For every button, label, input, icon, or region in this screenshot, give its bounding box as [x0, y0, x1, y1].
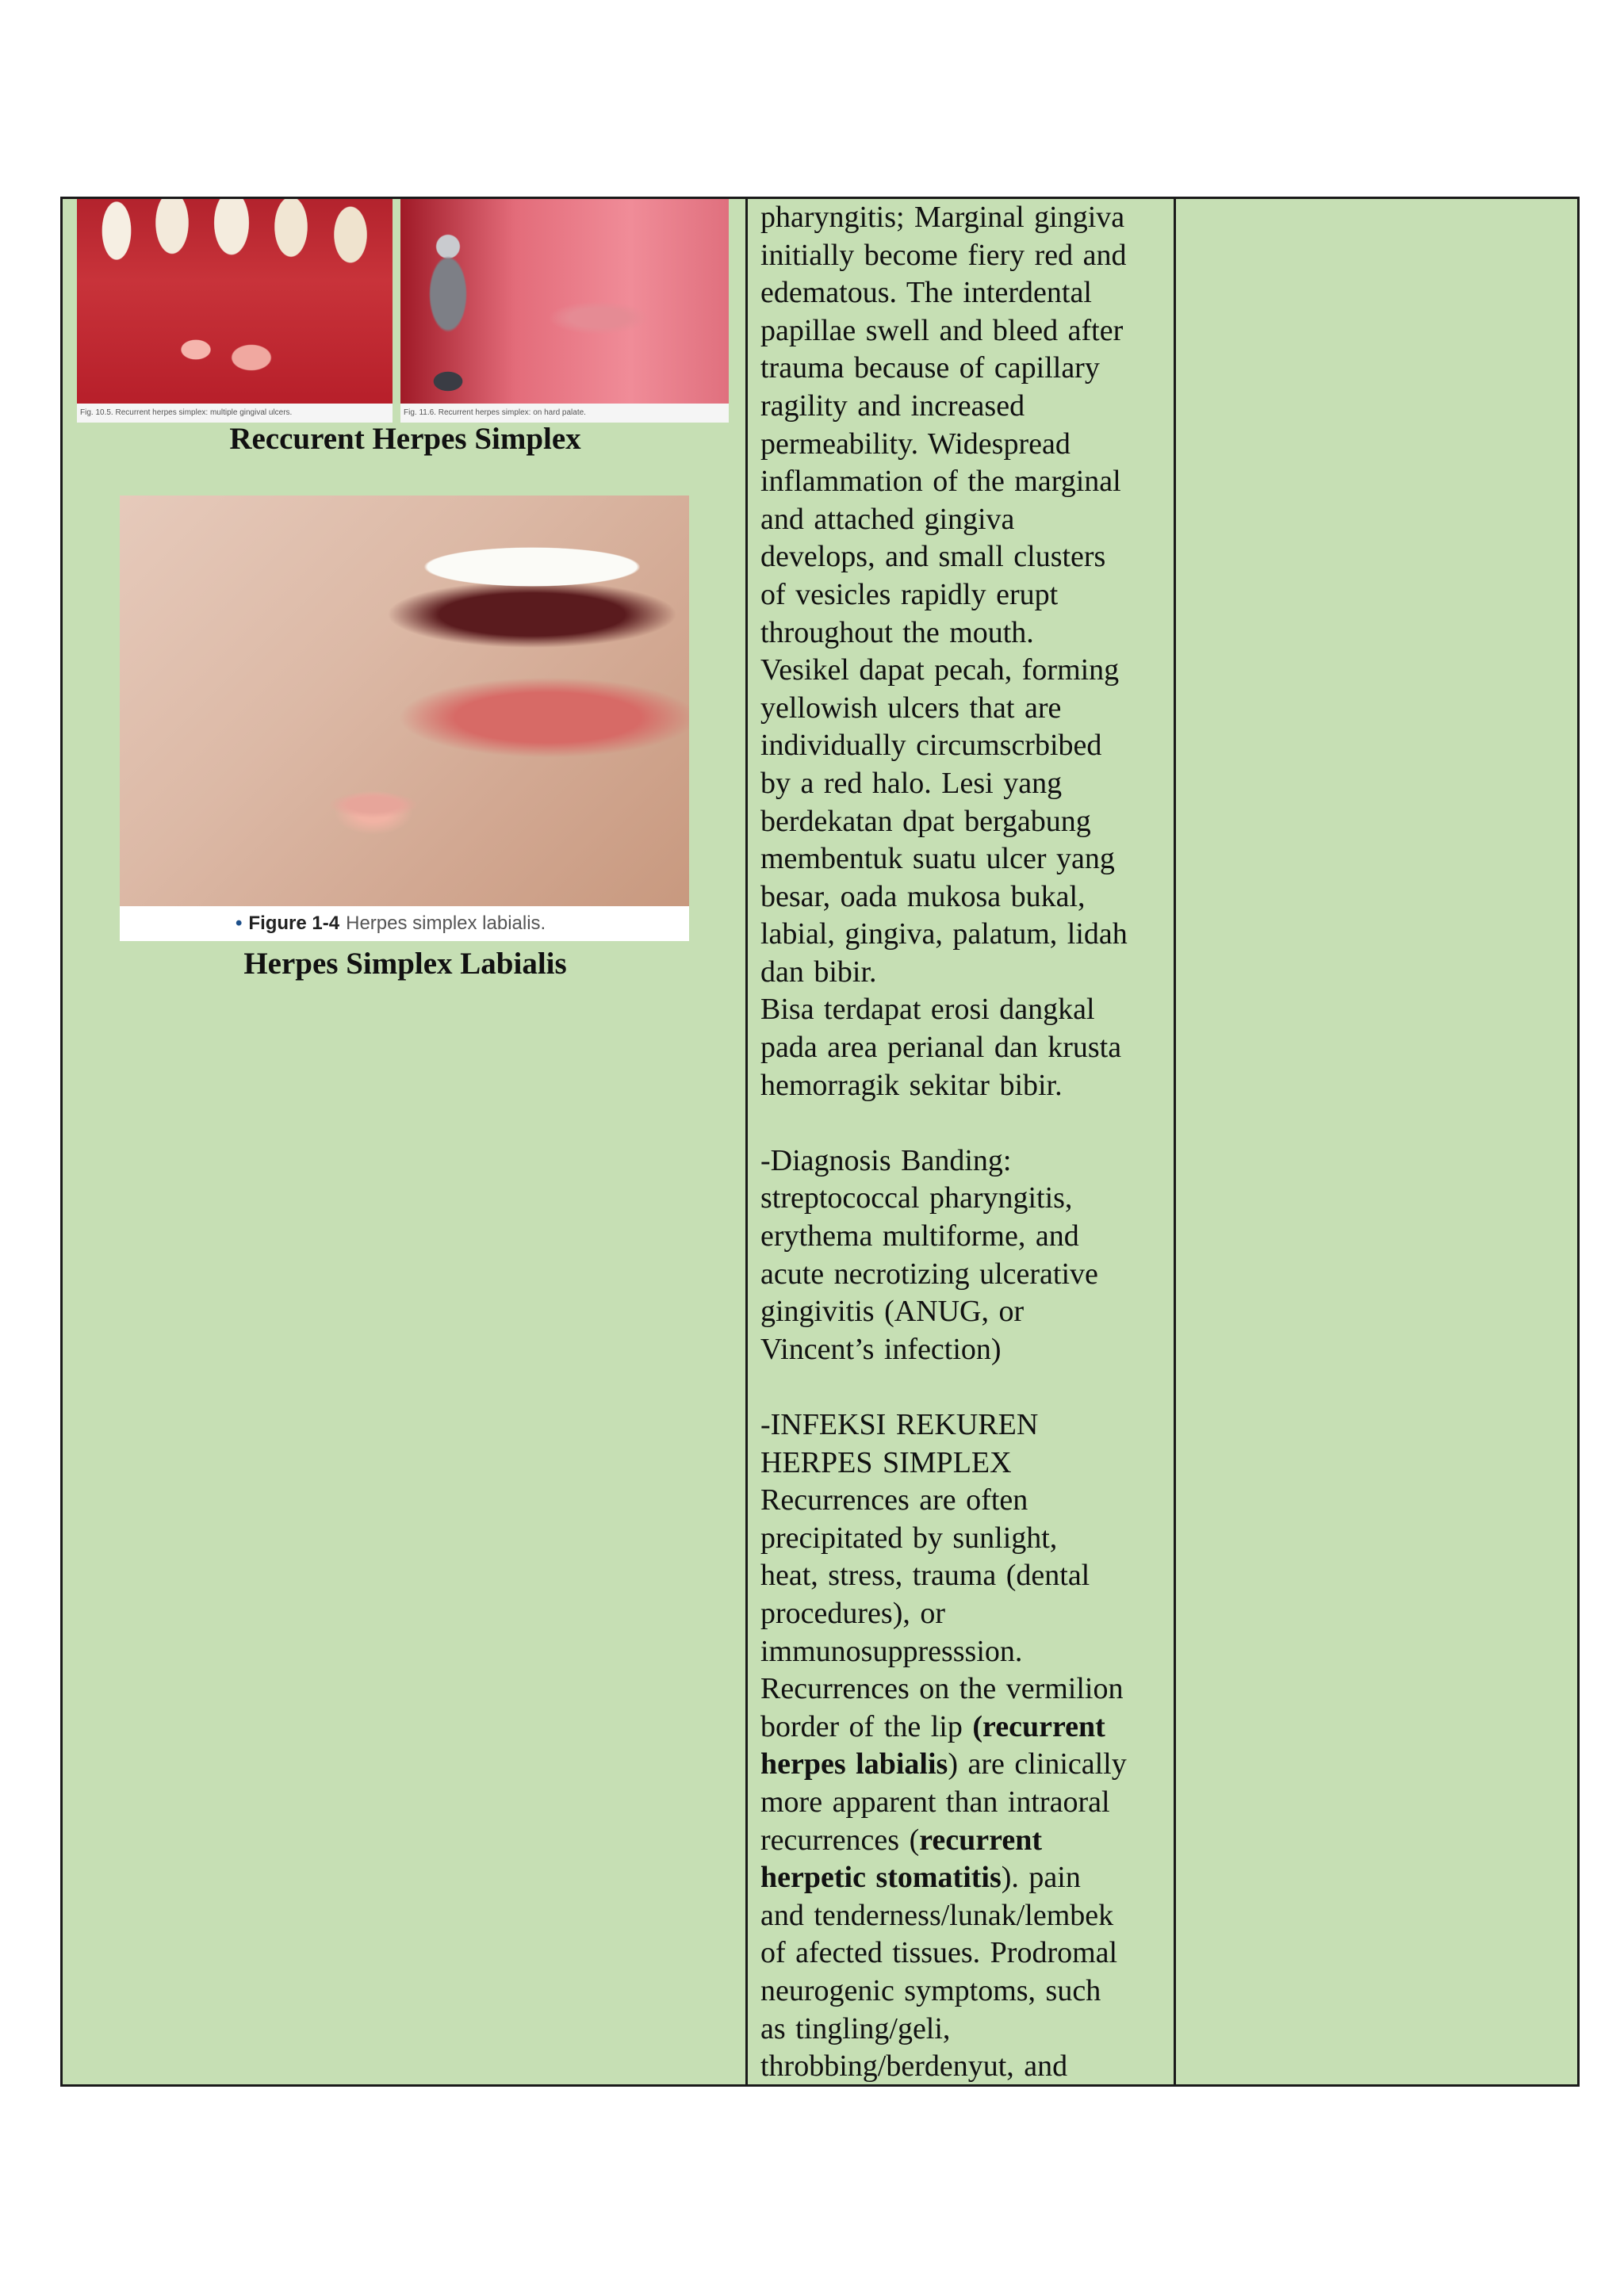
text-line: Recurrences on the vermilion [760, 1672, 1124, 1706]
gingival-ulcers-photo [77, 199, 393, 423]
text-line: neurogenic symptoms, such [760, 1973, 1101, 2007]
text-line: besar, oada mukosa bukal, [760, 879, 1086, 913]
text-line: pada area perianal dan krusta [760, 1031, 1122, 1065]
text-line: develops, and small clusters [760, 540, 1106, 574]
bold-term: recurrent [919, 1823, 1042, 1857]
text-line: permeability. Widespread [760, 427, 1071, 461]
body-text [760, 199, 1174, 2084]
image-column [63, 199, 748, 2084]
paragraph-gap [760, 1104, 1174, 1142]
text-line [760, 1822, 1174, 1860]
text-line: erythema multiforme, and [760, 1219, 1079, 1253]
text-line: Vincent’s infection) [760, 1332, 1002, 1366]
bold-term: herpetic stomatitis [760, 1861, 1002, 1895]
text-line [760, 1746, 1174, 1784]
text-line: heat, stress, trauma (dental [760, 1559, 1090, 1593]
bold-term: (recurrent [972, 1709, 1105, 1743]
text-line: individually circumscrbibed [760, 729, 1102, 763]
text-line: by a red halo. Lesi yang [760, 766, 1063, 800]
bold-term: herpes labialis [760, 1747, 948, 1781]
text-line: pharyngitis; Marginal gingiva [760, 201, 1125, 234]
text-line: berdekatan dpat bergabung [760, 804, 1091, 838]
photo-strip [77, 199, 729, 423]
text-line: of afected tissues. Prodromal [760, 1936, 1118, 1970]
photo2-caption: Fig. 11.6. Recurrent herpes simplex: on hard palate. [400, 404, 729, 423]
text-line: -Diagnosis Banding: [760, 1143, 1012, 1177]
figure-description: Herpes simplex labialis. [346, 913, 546, 934]
text-line: HERPES SIMPLEX [760, 1445, 1012, 1479]
text-line: Vesikel dapat pecah, forming [760, 653, 1120, 687]
text-line: Bisa terdapat erosi dangkal [760, 993, 1095, 1027]
text-line: trauma because of capillary [760, 351, 1100, 385]
text-line: edematous. The interdental [760, 276, 1092, 310]
text-line: more apparent than intraoral [760, 1785, 1110, 1819]
hard-palate-photo [400, 199, 729, 423]
text-line: and tenderness/lunak/lembek [760, 1898, 1114, 1932]
text-line: of vesicles rapidly erupt [760, 577, 1059, 611]
text-line: Recurrences are often [760, 1483, 1028, 1517]
text-line: papillae swell and bleed after [760, 313, 1124, 347]
text-line: procedures), or [760, 1596, 946, 1630]
text-line: gingivitis (ANUG, or [760, 1295, 1025, 1329]
figure-caption [120, 906, 689, 941]
gingival-ulcers-image [77, 199, 393, 404]
text-line: membentuk suatu ulcer yang [760, 842, 1115, 876]
text-line: hemorragik sekitar bibir. [760, 1068, 1063, 1102]
text-line: inflammation of the marginal [760, 465, 1121, 499]
text-line: -INFEKSI REKUREN [760, 1408, 1039, 1441]
text-line: immunosuppresssion. [760, 1634, 1023, 1668]
text-line [760, 1709, 1174, 1747]
text-line: labial, gingiva, palatum, lidah [760, 917, 1128, 951]
text-line: initially become fiery red and [760, 238, 1127, 272]
empty-column [1176, 199, 1577, 2084]
text-column [748, 199, 1176, 2084]
text-segment: border of the lip [760, 1709, 973, 1743]
text-segment: ). pain [1001, 1861, 1081, 1895]
text-line: dan bibir. [760, 955, 877, 989]
text-segment: ) are clinically [948, 1747, 1127, 1781]
text-line: ragility and increased [760, 388, 1025, 423]
text-line: precipitated by sunlight, [760, 1521, 1058, 1555]
bullet-icon: • [236, 913, 243, 934]
herpes-labialis-caption: Herpes Simplex Labialis [243, 947, 567, 981]
figure-number: Figure 1-4 [248, 913, 340, 934]
paragraph-gap [760, 1368, 1174, 1406]
photo1-caption: Fig. 10.5. Recurrent herpes simplex: multiple gingival ulcers. [77, 404, 393, 423]
text-line: and attached gingiva [760, 502, 1015, 536]
text-line: throughout the mouth. [760, 615, 1034, 649]
content-table [60, 197, 1580, 2087]
text-line: throbbing/berdenyut, and [760, 2049, 1068, 2084]
text-line: streptococcal pharyngitis, [760, 1181, 1073, 1215]
text-segment: recurrences ( [760, 1823, 920, 1857]
text-line [760, 1859, 1174, 1897]
text-line: acute necrotizing ulcerative [760, 1257, 1098, 1291]
hard-palate-image [400, 199, 729, 404]
text-line: as tingling/geli, [760, 2011, 951, 2045]
herpes-labialis-image [120, 496, 689, 906]
recurrent-herpes-caption: Reccurent Herpes Simplex [229, 422, 581, 456]
text-line: yellowish ulcers that are [760, 691, 1062, 725]
herpes-labialis-figure [120, 496, 689, 941]
